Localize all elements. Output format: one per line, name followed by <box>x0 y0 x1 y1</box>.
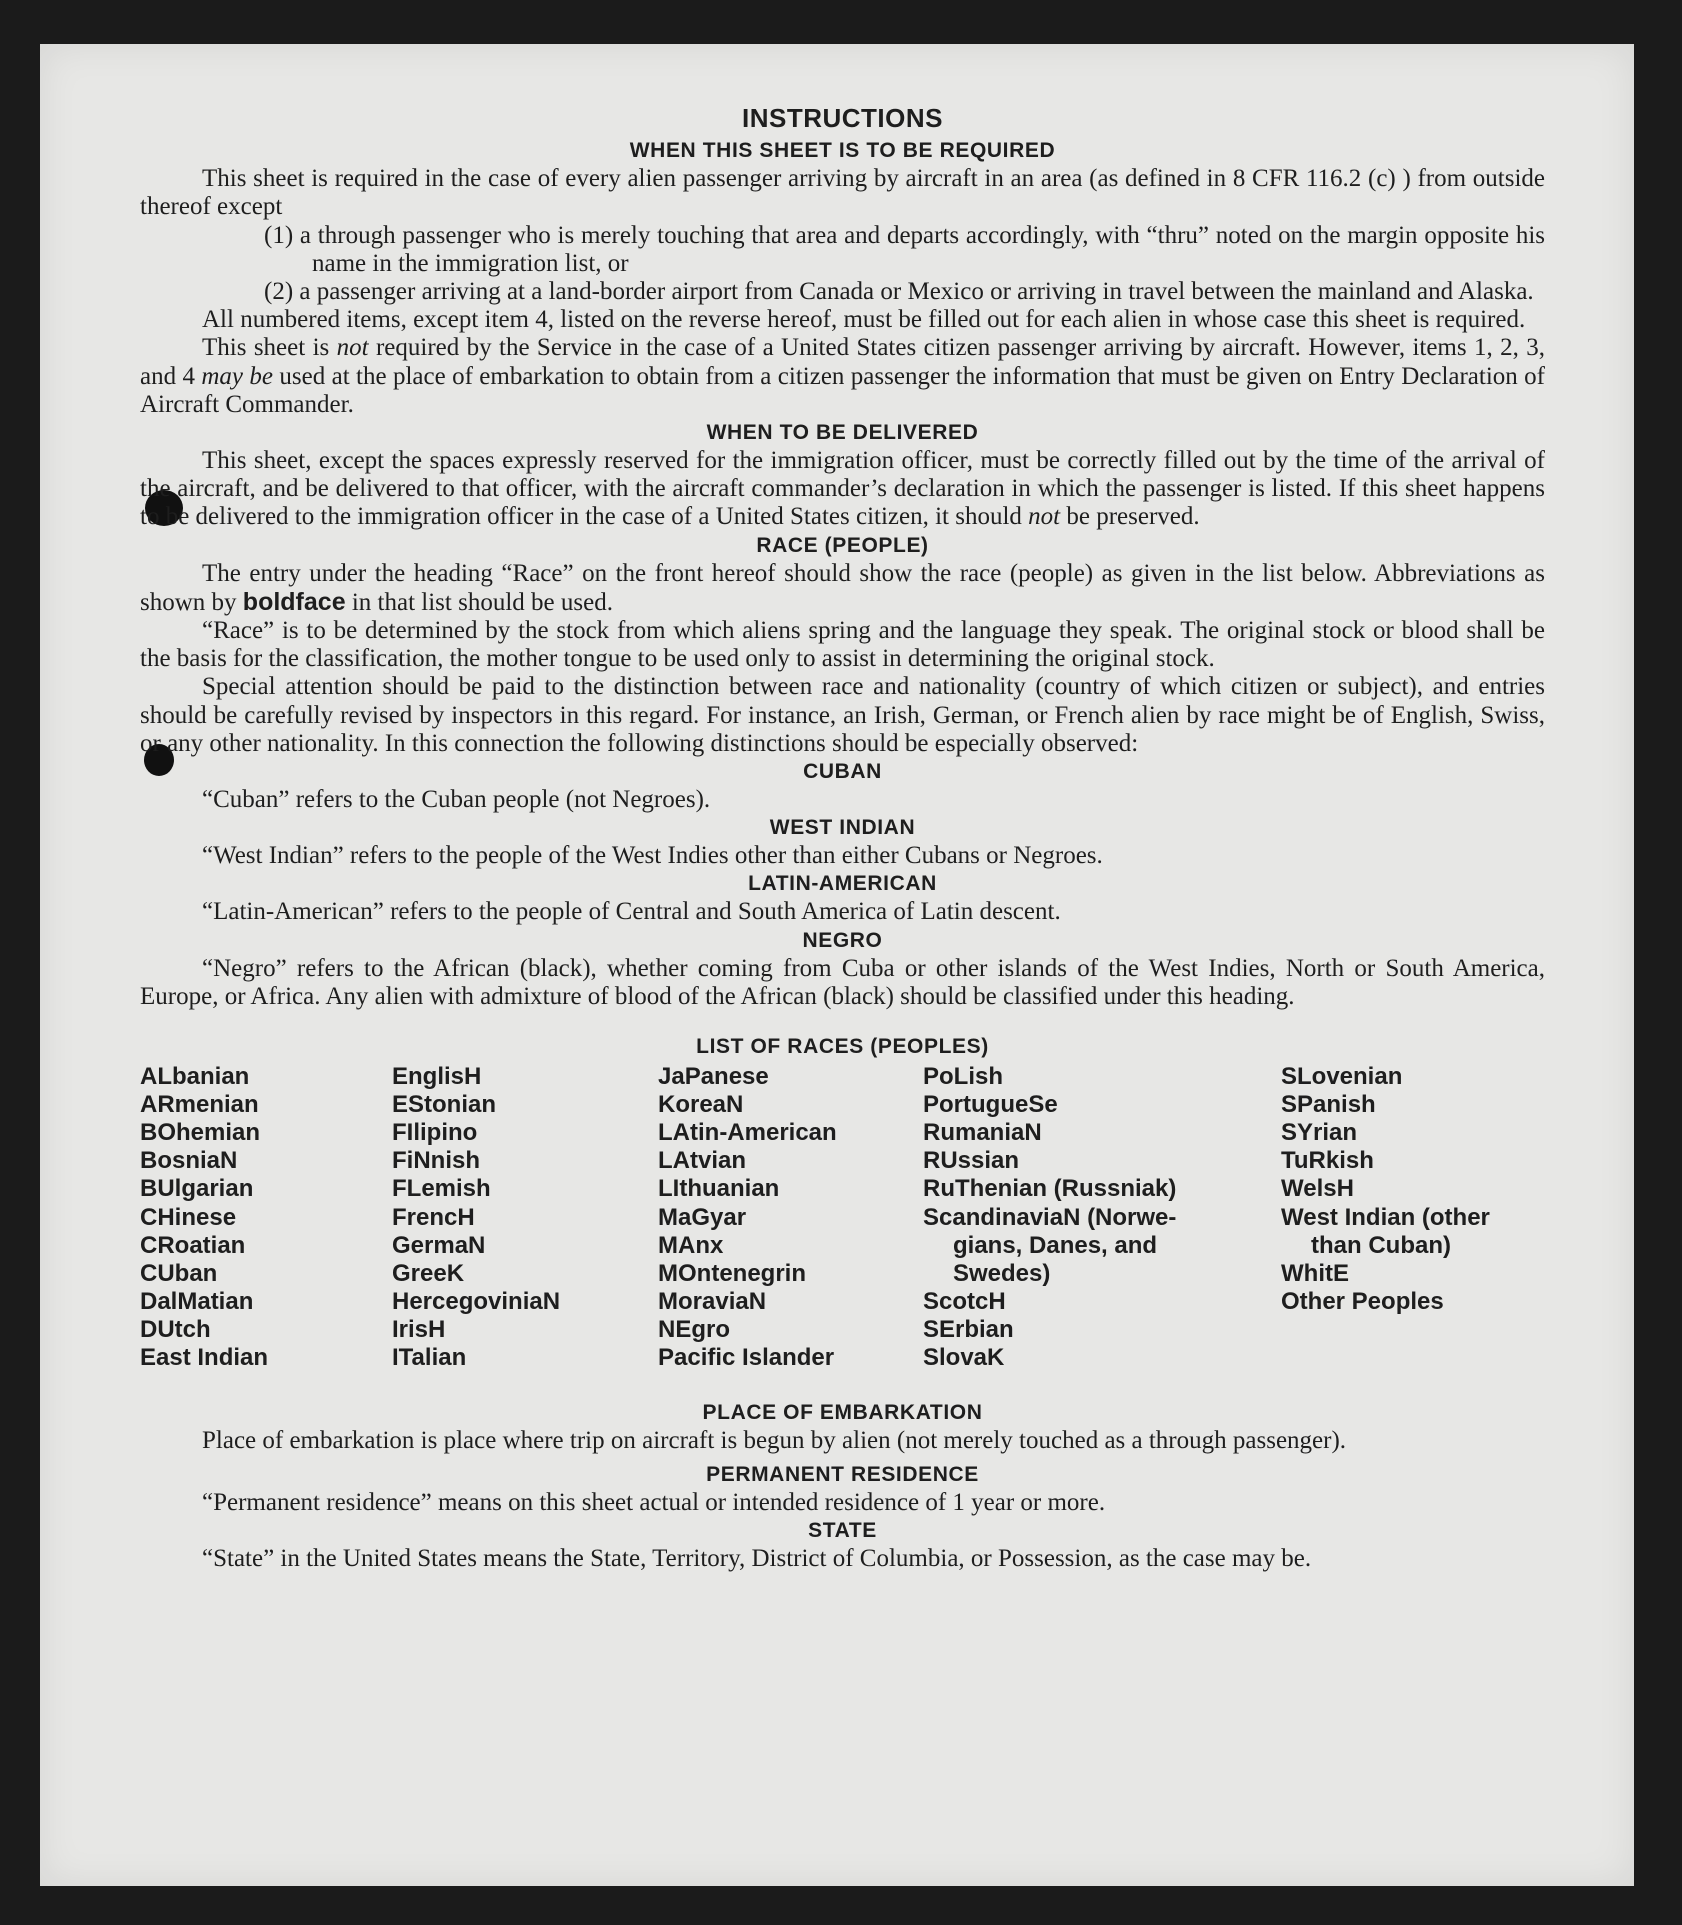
race-entry: FIlipino <box>392 1119 478 1147</box>
race-entry: DalMatian <box>140 1287 254 1315</box>
race-entry: MAnx <box>658 1231 724 1259</box>
heading-cuban: CUBAN <box>803 760 882 784</box>
race-entry: LAtin-American <box>658 1119 837 1147</box>
cuban-text: “Cuban” refers to the Cuban people (not Negroes). <box>202 786 711 814</box>
instructions-content <box>140 104 1545 1574</box>
race-entry: BUlgarian <box>140 1175 254 1203</box>
required-item-1: (1) a through passenger who is merely touching that area and departs accordingly, with “thru” noted on the margin opposite his name in the immigration list, or <box>264 221 1545 277</box>
race-entry: SLovenian <box>1281 1063 1403 1091</box>
race-column-5 <box>1281 1063 1490 1316</box>
race-entry: KoreaN <box>658 1091 744 1119</box>
latin-american-text: “Latin-American” refers to the people of Central and South America of Latin descent. <box>202 898 1061 926</box>
race-column-4 <box>923 1063 1176 1372</box>
required-para-3: This sheet is not required by the Service in the case of a United States citizen passenger arriving by aircraft. However, items 1, 2, 3, and 4 may be used at the place of embarkation to obtain from a citizen passenger the information that must be given on Entry Declaration of Aircraft Commander. <box>140 334 1546 418</box>
race-entry: Pacific Islander <box>658 1344 835 1372</box>
heading-permanent-residence: PERMANENT RESIDENCE <box>706 1463 979 1487</box>
race-entry: East Indian <box>140 1344 269 1372</box>
race-list <box>140 1063 1545 1399</box>
race-entry: GreeK <box>392 1259 465 1287</box>
race-entry: EStonian <box>392 1091 497 1119</box>
race-entry: FiNnish <box>392 1147 480 1175</box>
race-entry: BOhemian <box>140 1119 261 1147</box>
race-entry: GermaN <box>392 1231 486 1259</box>
race-entry: Other Peoples <box>1281 1287 1444 1315</box>
required-intro: This sheet is required in the case of every alien passenger arriving by aircraft in an area (as defined in 8 CFR 116.2 (c) ) from outside thereof except <box>140 165 1545 221</box>
race-entry-continuation: than Cuban) <box>1311 1231 1451 1259</box>
race-column-1 <box>140 1063 268 1372</box>
race-entry: HercegoviniaN <box>392 1287 561 1315</box>
race-entry: DUtch <box>140 1315 211 1343</box>
race-entry: CHinese <box>140 1203 237 1231</box>
heading-when-delivered: WHEN TO BE DELIVERED <box>706 421 979 445</box>
heading-place-of-embarkation: PLACE OF EMBARKATION <box>702 1401 983 1425</box>
race-entry: West Indian (other <box>1281 1203 1490 1231</box>
heading-state: STATE <box>808 1519 877 1543</box>
embarkation-text: Place of embarkation is place where trip on aircraft is begun by alien (not merely touched as a through passenger). <box>202 1427 1347 1455</box>
race-entry: WelsH <box>1281 1175 1354 1203</box>
race-entry: RUssian <box>923 1147 1020 1175</box>
race-entry: IrisH <box>392 1315 446 1343</box>
race-entry: ITalian <box>392 1344 467 1372</box>
race-column-3 <box>658 1063 837 1372</box>
state-text: “State” in the United States means the State, Territory, District of Columbia, or Possession, as the case may be. <box>202 1545 1312 1573</box>
race-entry: TuRkish <box>1281 1147 1374 1175</box>
heading-when-required: WHEN THIS SHEET IS TO BE REQUIRED <box>629 139 1056 163</box>
required-para-2: All numbered items, except item 4, listed on the reverse hereof, must be filled out for each alien in whose case this sheet is required. <box>202 306 1526 334</box>
west-indian-text: “West Indian” refers to the people of the West Indies other than either Cubans or Negroes. <box>202 842 1103 870</box>
race-entry: MaGyar <box>658 1203 747 1231</box>
negro-text: “Negro” refers to the African (black), whether coming from Cuba or other islands of the West Indies, North or South America, Europe, or Africa. Any alien with admixture of blood of the African (black) should be classified under this heading. <box>140 954 1545 1010</box>
race-entry: SPanish <box>1281 1091 1376 1119</box>
race-entry: WhitE <box>1281 1259 1349 1287</box>
race-entry: FrencH <box>392 1203 475 1231</box>
race-entry: CUban <box>140 1259 218 1287</box>
race-entry: PortugueSe <box>923 1091 1058 1119</box>
race-entry: ALbanian <box>140 1063 250 1091</box>
heading-negro: NEGRO <box>802 928 883 952</box>
delivered-text: This sheet, except the spaces expressly reserved for the immigration officer, must be correctly filled out by the time of the arrival of the aircraft, and be delivered to that officer, with the aircraft commander’s declaration in which the passenger is listed. If this sheet happens to be delivered to the immigration officer in the case of a United States citizen, it should not be preserved. <box>140 447 1545 531</box>
heading-west-indian: WEST INDIAN <box>769 816 916 840</box>
page-title: INSTRUCTIONS <box>742 103 943 133</box>
race-entry: BosniaN <box>140 1147 238 1175</box>
race-entry: RuThenian (Russniak) <box>923 1175 1177 1203</box>
residence-text: “Permanent residence” means on this sheet actual or intended residence of 1 year or more. <box>202 1489 1106 1517</box>
race-entry: JaPanese <box>658 1063 769 1091</box>
document-page <box>40 44 1634 1886</box>
heading-latin-american: LATIN-AMERICAN <box>748 872 937 896</box>
race-para-2: “Race” is to be determined by the stock from which aliens spring and the language they speak. The original stock or blood shall be the basis for the classification, the mother tongue to be used only to assist in determining the original stock. <box>140 617 1545 673</box>
race-entry: LIthuanian <box>658 1175 780 1203</box>
race-entry: NEgro <box>658 1315 730 1343</box>
race-entry: MoraviaN <box>658 1287 767 1315</box>
race-entry: EnglisH <box>392 1063 482 1091</box>
race-entry: ScandinaviaN (Norwe- <box>923 1203 1177 1231</box>
race-entry: ScotcH <box>923 1287 1006 1315</box>
race-para-1: The entry under the heading “Race” on the front hereof should show the race (people) as given in the list below. Abbreviations as shown by boldface in that list should be used. <box>140 559 1545 616</box>
race-entry: PoLish <box>923 1063 1004 1091</box>
heading-list-of-races: LIST OF RACES (PEOPLES) <box>696 1035 989 1059</box>
race-entry: SYrian <box>1281 1119 1358 1147</box>
race-entry: LAtvian <box>658 1147 747 1175</box>
race-para-3: Special attention should be paid to the distinction between race and nationality (country of which citizen or subject), and entries should be carefully revised by inspectors in this regard. For instance, an Irish, German, or French alien by race might be of English, Swiss, or any other nationality. In this connection the following distinctions should be especially observed: <box>140 673 1545 757</box>
race-entry-continuation: Swedes) <box>953 1259 1051 1287</box>
race-entry: SlovaK <box>923 1344 1005 1372</box>
race-column-2 <box>392 1063 560 1372</box>
race-entry: RumaniaN <box>923 1119 1042 1147</box>
race-entry: FLemish <box>392 1175 491 1203</box>
race-entry: ARmenian <box>140 1091 259 1119</box>
race-entry-continuation: gians, Danes, and <box>953 1231 1158 1259</box>
required-item-2: (2) a passenger arriving at a land-border airport from Canada or Mexico or arriving in travel between the mainland and Alaska. <box>264 278 1534 306</box>
race-entry: MOntenegrin <box>658 1259 806 1287</box>
race-entry: CRoatian <box>140 1231 246 1259</box>
race-entry: SErbian <box>923 1315 1014 1343</box>
heading-race: RACE (PEOPLE) <box>756 533 929 557</box>
